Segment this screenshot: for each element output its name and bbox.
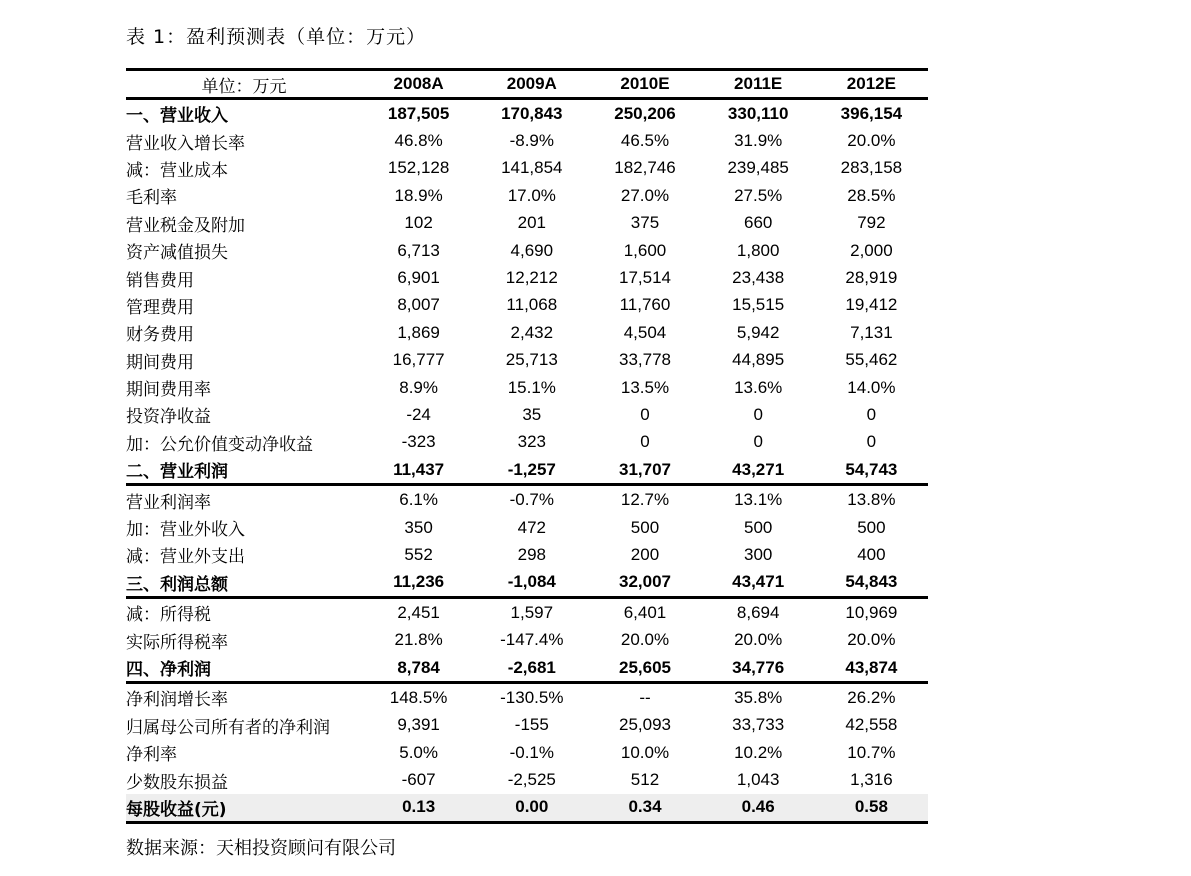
header-year-cell: 2011E: [702, 70, 815, 99]
row-value-cell: 11,760: [619, 295, 671, 315]
row-value-cell: 15,515: [732, 295, 785, 315]
row-value-cell: 55,462: [845, 350, 898, 370]
table-row: [126, 264, 928, 291]
row-value-cell: 8.9%: [399, 377, 438, 397]
row-value-cell: 200: [630, 544, 660, 564]
row-value-cell: 8,784: [362, 654, 475, 683]
row-value-cell: 6,901: [397, 268, 440, 288]
table-row: [126, 155, 928, 182]
row-value-cell: 10.7%: [847, 742, 896, 762]
row-label: 期间费用率: [126, 380, 211, 401]
row-value-cell: 6,713: [397, 240, 440, 260]
row-value-cell: 26.2%: [847, 687, 896, 707]
row-value-cell: 34,776: [702, 654, 815, 683]
row-label: 毛利率: [126, 188, 177, 209]
row-value-cell: 350: [404, 517, 433, 537]
row-value-cell: 33,733: [732, 715, 785, 735]
row-label: 财务费用: [126, 325, 194, 346]
row-value-cell: 2,432: [510, 322, 554, 342]
table-row: [126, 626, 928, 653]
table-row: [126, 514, 928, 541]
row-value-cell: 16,777: [392, 350, 445, 370]
row-value-cell: 18.9%: [394, 185, 443, 205]
table-row: [126, 210, 928, 237]
row-value-cell: 500: [630, 517, 660, 537]
row-value-cell: 11,068: [506, 295, 558, 315]
row-value-cell: 20.0%: [734, 630, 783, 650]
row-value-cell: 1,600: [623, 240, 667, 260]
row-label: 归属母公司所有者的净利润: [126, 717, 330, 738]
row-value-cell: 660: [743, 213, 773, 233]
row-value-cell: 396,154: [840, 103, 903, 123]
row-value-cell: 17,514: [618, 268, 671, 288]
row-value-cell: 54,843: [815, 569, 928, 598]
row-value-cell: -607: [401, 770, 436, 790]
row-value-cell: 20.0%: [847, 630, 896, 650]
row-value-cell: 0: [640, 432, 650, 452]
table-row: [126, 292, 928, 319]
table-row: [126, 766, 928, 793]
row-value-cell: 21.8%: [394, 630, 443, 650]
row-value-cell: 0.00: [475, 794, 588, 823]
table-row: [126, 456, 928, 485]
row-value-cell: 0: [753, 404, 763, 424]
row-label: 二、营业利润: [126, 456, 362, 485]
row-label: 加：公允价值变动净收益: [126, 434, 313, 455]
row-value-cell: 300: [743, 544, 773, 564]
row-value-cell: -2,681: [475, 654, 588, 683]
row-value-cell: 10,969: [845, 602, 898, 622]
row-label: 营业税金及附加: [126, 215, 245, 236]
table-row: [126, 182, 928, 209]
row-value-cell: 32,007: [588, 569, 701, 598]
row-value-cell: 141,854: [501, 158, 563, 178]
row-value-cell: 25,605: [588, 654, 701, 683]
row-value-cell: -147.4%: [500, 630, 564, 650]
row-value-cell: 148.5%: [389, 687, 448, 707]
row-label: 实际所得税率: [126, 632, 228, 653]
row-value-cell: 27.0%: [620, 185, 670, 205]
row-value-cell: 182,746: [614, 158, 676, 178]
table-body: [126, 99, 928, 823]
table-row: [126, 99, 928, 128]
row-value-cell: 5,942: [736, 322, 780, 342]
row-value-cell: 20.0%: [620, 630, 670, 650]
row-value-cell: 13.6%: [734, 377, 783, 397]
row-value-cell: 15.1%: [507, 377, 556, 397]
row-value-cell: 330,110: [727, 103, 789, 123]
table-row: [126, 712, 928, 739]
row-value-cell: 170,843: [501, 103, 563, 123]
row-label: 投资净收益: [126, 407, 211, 428]
row-value-cell: 33,778: [618, 350, 671, 370]
row-value-cell: 4,690: [510, 240, 554, 260]
row-value-cell: 10.0%: [620, 742, 670, 762]
table-row: [126, 374, 928, 401]
row-value-cell: 13.5%: [620, 377, 670, 397]
row-value-cell: 6,401: [623, 602, 667, 622]
table-row: [126, 739, 928, 766]
row-label: 减：营业成本: [126, 160, 228, 181]
row-value-cell: 46.8%: [394, 131, 443, 151]
row-value-cell: 25,093: [618, 715, 671, 735]
header-year-cell: 2009A: [475, 70, 588, 99]
row-value-cell: 43,874: [815, 654, 928, 683]
row-label: 加：营业外收入: [126, 520, 245, 541]
row-value-cell: 17.0%: [507, 185, 556, 205]
row-value-cell: 2,451: [397, 602, 440, 622]
row-value-cell: 31,707: [588, 456, 701, 485]
row-label: 少数股东损益: [126, 772, 228, 793]
row-value-cell: -0.1%: [509, 742, 554, 762]
row-value-cell: 43,471: [702, 569, 815, 598]
row-value-cell: 25,713: [505, 350, 558, 370]
row-value-cell: 0: [640, 404, 650, 424]
row-value-cell: 2,000: [850, 240, 893, 260]
row-value-cell: 400: [857, 544, 886, 564]
row-value-cell: 0: [753, 432, 763, 452]
row-value-cell: 9,391: [397, 715, 440, 735]
row-value-cell: 20.0%: [847, 131, 896, 151]
row-value-cell: 19,412: [845, 295, 898, 315]
profit-forecast-table: [126, 68, 928, 824]
table-row: [126, 598, 928, 627]
row-value-cell: 42,558: [845, 715, 898, 735]
row-value-cell: 31.9%: [734, 131, 783, 151]
header-year-cell: 2008A: [362, 70, 475, 99]
row-value-cell: 0.58: [815, 794, 928, 823]
table-row: [126, 683, 928, 712]
row-value-cell: -130.5%: [500, 687, 564, 707]
row-value-cell: -24: [406, 404, 431, 424]
table-row: [126, 485, 928, 514]
row-value-cell: 0.34: [588, 794, 701, 823]
row-value-cell: 1,043: [736, 770, 780, 790]
row-value-cell: 28.5%: [847, 185, 896, 205]
row-value-cell: 1,800: [736, 240, 780, 260]
row-value-cell: 8,694: [736, 602, 780, 622]
row-value-cell: 298: [517, 544, 546, 564]
row-value-cell: -155: [514, 715, 549, 735]
table-row: [126, 319, 928, 346]
row-label: 管理费用: [126, 297, 194, 318]
row-value-cell: 201: [517, 213, 546, 233]
row-value-cell: 23,438: [732, 268, 785, 288]
row-value-cell: 1,597: [510, 602, 554, 622]
row-label: 减：营业外支出: [126, 547, 245, 568]
row-value-cell: 512: [630, 770, 660, 790]
row-value-cell: 500: [743, 517, 773, 537]
row-value-cell: -1,084: [475, 569, 588, 598]
row-value-cell: -1,257: [475, 456, 588, 485]
row-value-cell: 35: [522, 404, 542, 424]
row-value-cell: 13.8%: [847, 490, 896, 510]
table-row: [126, 794, 928, 823]
row-label: 营业利润率: [126, 492, 211, 513]
row-value-cell: --: [639, 687, 651, 707]
row-value-cell: 28,919: [845, 268, 898, 288]
row-value-cell: 283,158: [840, 158, 903, 178]
row-value-cell: 44,895: [732, 350, 785, 370]
row-label: 期间费用: [126, 352, 194, 373]
row-label: 减：所得税: [126, 605, 211, 626]
row-value-cell: 323: [517, 432, 546, 452]
header-year-cell: 2010E: [588, 70, 701, 99]
row-label: 净利润增长率: [126, 690, 228, 711]
row-value-cell: 11,437: [362, 456, 475, 485]
row-label: 一、营业收入: [126, 106, 228, 127]
row-value-cell: -8.9%: [509, 131, 554, 151]
row-value-cell: 0: [866, 404, 877, 424]
row-value-cell: 54,743: [815, 456, 928, 485]
row-value-cell: 1,869: [397, 322, 440, 342]
row-value-cell: 7,131: [850, 322, 893, 342]
table-header: [126, 70, 928, 99]
row-label: 销售费用: [126, 270, 194, 291]
row-value-cell: 472: [517, 517, 546, 537]
row-value-cell: -0.7%: [509, 490, 554, 510]
row-value-cell: 12.7%: [620, 490, 670, 510]
row-value-cell: 187,505: [387, 103, 450, 123]
row-value-cell: 0.46: [702, 794, 815, 823]
row-label: 三、利润总额: [126, 569, 362, 598]
table-row: [126, 569, 928, 598]
row-value-cell: 13.1%: [734, 490, 783, 510]
row-value-cell: 46.5%: [620, 131, 670, 151]
row-value-cell: 792: [857, 213, 886, 233]
header-row: [126, 70, 928, 99]
row-value-cell: 14.0%: [847, 377, 896, 397]
row-value-cell: 6.1%: [399, 490, 438, 510]
row-value-cell: 27.5%: [734, 185, 783, 205]
data-source-note: 数据来源：天相投资顾问有限公司: [126, 838, 396, 859]
row-value-cell: 10.2%: [734, 742, 783, 762]
row-value-cell: 1,316: [850, 770, 893, 790]
row-value-cell: 250,206: [614, 103, 676, 123]
row-value-cell: 8,007: [397, 295, 440, 315]
row-value-cell: 12,212: [505, 268, 558, 288]
table-caption: 表 1：盈利预测表（单位：万元）: [126, 26, 427, 48]
table-row: [126, 237, 928, 264]
row-value-cell: 5.0%: [399, 742, 438, 762]
header-unit-cell: 单位：万元: [126, 70, 362, 99]
row-value-cell: 0: [866, 432, 877, 452]
table-row: [126, 429, 928, 456]
row-value-cell: 11,236: [362, 569, 475, 598]
row-label: 净利率: [126, 745, 177, 766]
row-value-cell: 35.8%: [734, 687, 783, 707]
table-row: [126, 401, 928, 428]
row-label: 每股收益(元): [126, 794, 362, 823]
row-value-cell: 4,504: [623, 322, 667, 342]
row-label: 四、净利润: [126, 654, 362, 683]
row-value-cell: 152,128: [387, 158, 450, 178]
table-row: [126, 127, 928, 154]
row-value-cell: -323: [401, 432, 436, 452]
row-value-cell: 239,485: [727, 158, 789, 178]
row-value-cell: 552: [404, 544, 433, 564]
header-year-cell: 2012E: [815, 70, 928, 99]
row-label: 营业收入增长率: [126, 133, 245, 154]
row-value-cell: 0.13: [362, 794, 475, 823]
table-row: [126, 654, 928, 683]
row-value-cell: 102: [404, 213, 433, 233]
row-value-cell: 375: [630, 213, 660, 233]
row-value-cell: 500: [857, 517, 886, 537]
table-row: [126, 541, 928, 568]
row-value-cell: 43,271: [702, 456, 815, 485]
table-row: [126, 347, 928, 374]
row-value-cell: -2,525: [507, 770, 556, 790]
row-label: 资产减值损失: [126, 243, 228, 264]
